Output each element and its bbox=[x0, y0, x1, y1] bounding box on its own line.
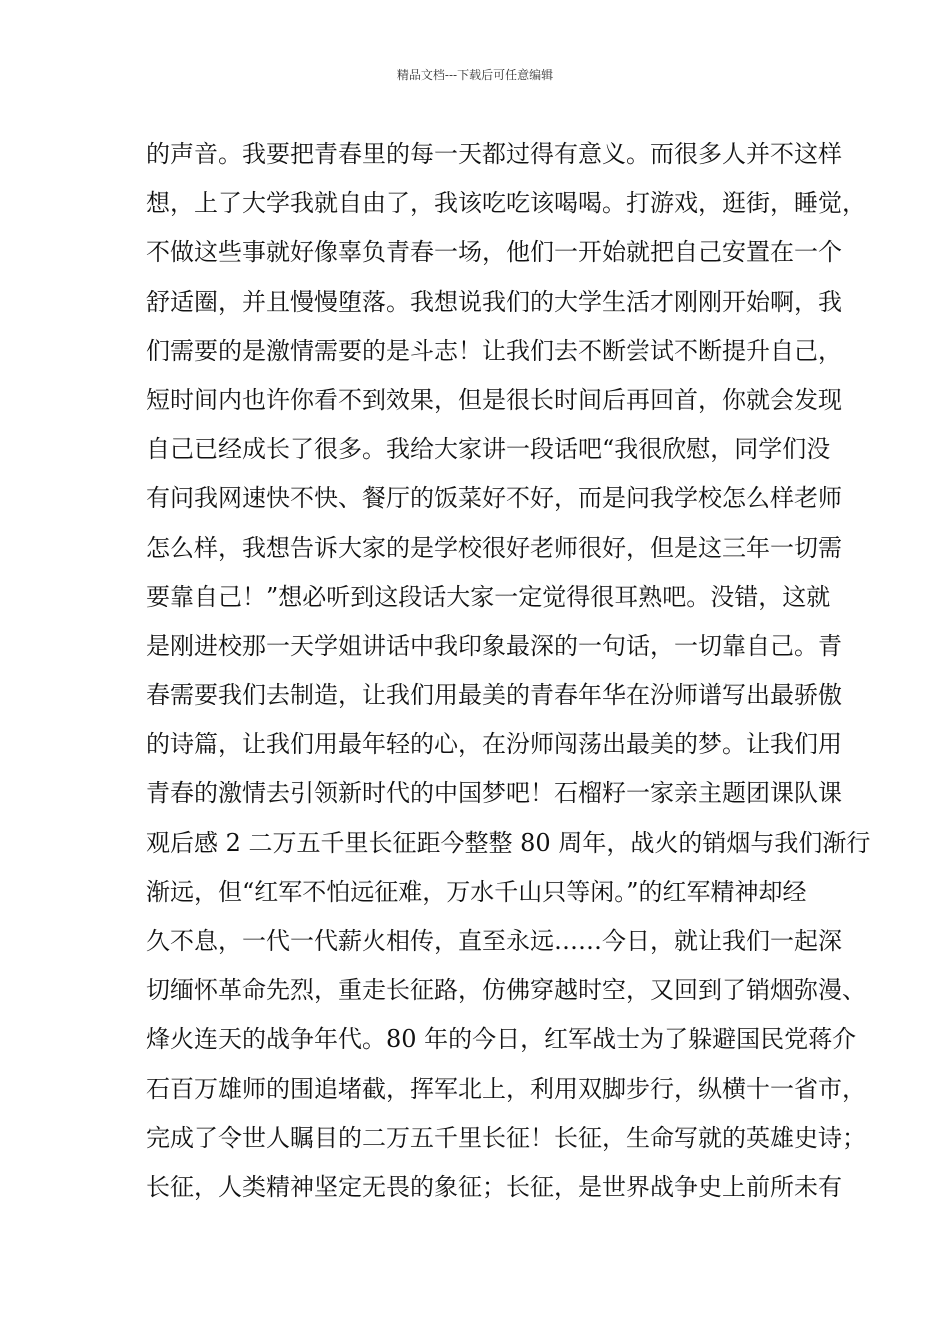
text-line: 们需要的是激情需要的是斗志！让我们去不断尝试不断提升自己， bbox=[146, 336, 842, 365]
text-line: 石百万雄师的围追堵截，挥军北上，利用双脚步行，纵横十一省市， bbox=[146, 1074, 866, 1103]
text-line: 观后感 2 二万五千里长征距今整整 80 周年，战火的销烟与我们渐行 bbox=[146, 828, 871, 857]
page-header: 精品文档---下载后可任意编辑 bbox=[396, 68, 554, 82]
text-line: 青春的激情去引领新时代的中国梦吧！石榴籽一家亲主题团课队课 bbox=[146, 779, 842, 808]
text-line: 的声音。我要把青春里的每一天都过得有意义。而很多人并不这样 bbox=[146, 140, 842, 168]
document-body bbox=[146, 130, 871, 1212]
text-line: 自己已经成长了很多。我给大家讲一段话吧“我很欣慰，同学们没 bbox=[146, 435, 831, 464]
text-line: 春需要我们去制造，让我们用最美的青春年华在汾师谱写出最骄傲 bbox=[146, 681, 842, 710]
text-line: 想，上了大学我就自由了，我该吃吃该喝喝。打游戏，逛街，睡觉， bbox=[146, 189, 866, 218]
text-line: 长征，人类精神坚定无畏的象征；长征，是世界战争史上前所未有 bbox=[146, 1172, 842, 1201]
text-line: 烽火连天的战争年代。80 年的今日，红军战士为了躲避国民党蒋介 bbox=[146, 1025, 857, 1054]
text-line: 切缅怀革命先烈，重走长征路，仿佛穿越时空，又回到了销烟弥漫、 bbox=[146, 976, 866, 1005]
text-line: 舒适圈，并且慢慢堕落。我想说我们的大学生活才刚刚开始啊，我 bbox=[146, 287, 842, 316]
text-line: 有问我网速快不快、餐厅的饭菜好不好，而是问我学校怎么样老师 bbox=[146, 484, 842, 513]
text-line: 完成了令世人瞩目的二万五千里长征！长征，生命写就的英雄史诗； bbox=[146, 1123, 866, 1152]
text-line: 的诗篇，让我们用最年轻的心，在汾师闯荡出最美的梦。让我们用 bbox=[146, 730, 842, 759]
text-line: 是刚进校那一天学姐讲话中我印象最深的一句话，一切靠自己。青 bbox=[146, 631, 842, 660]
text-line: 渐远，但“红军不怕远征难，万水千山只等闲。”的红军精神却经 bbox=[146, 877, 807, 906]
text-line: 怎么样，我想告诉大家的是学校很好老师很好，但是这三年一切需 bbox=[146, 533, 842, 562]
text-line: 久不息，一代一代薪火相传，直至永远……今日，就让我们一起深 bbox=[146, 927, 842, 955]
text-line: 不做这些事就好像辜负青春一场，他们一开始就把自己安置在一个 bbox=[146, 238, 842, 267]
text-line: 要靠自己！”想必听到这段话大家一定觉得很耳熟吧。没错，这就 bbox=[146, 582, 831, 611]
text-line: 短时间内也许你看不到效果，但是很长时间后再回首，你就会发现 bbox=[146, 385, 842, 414]
